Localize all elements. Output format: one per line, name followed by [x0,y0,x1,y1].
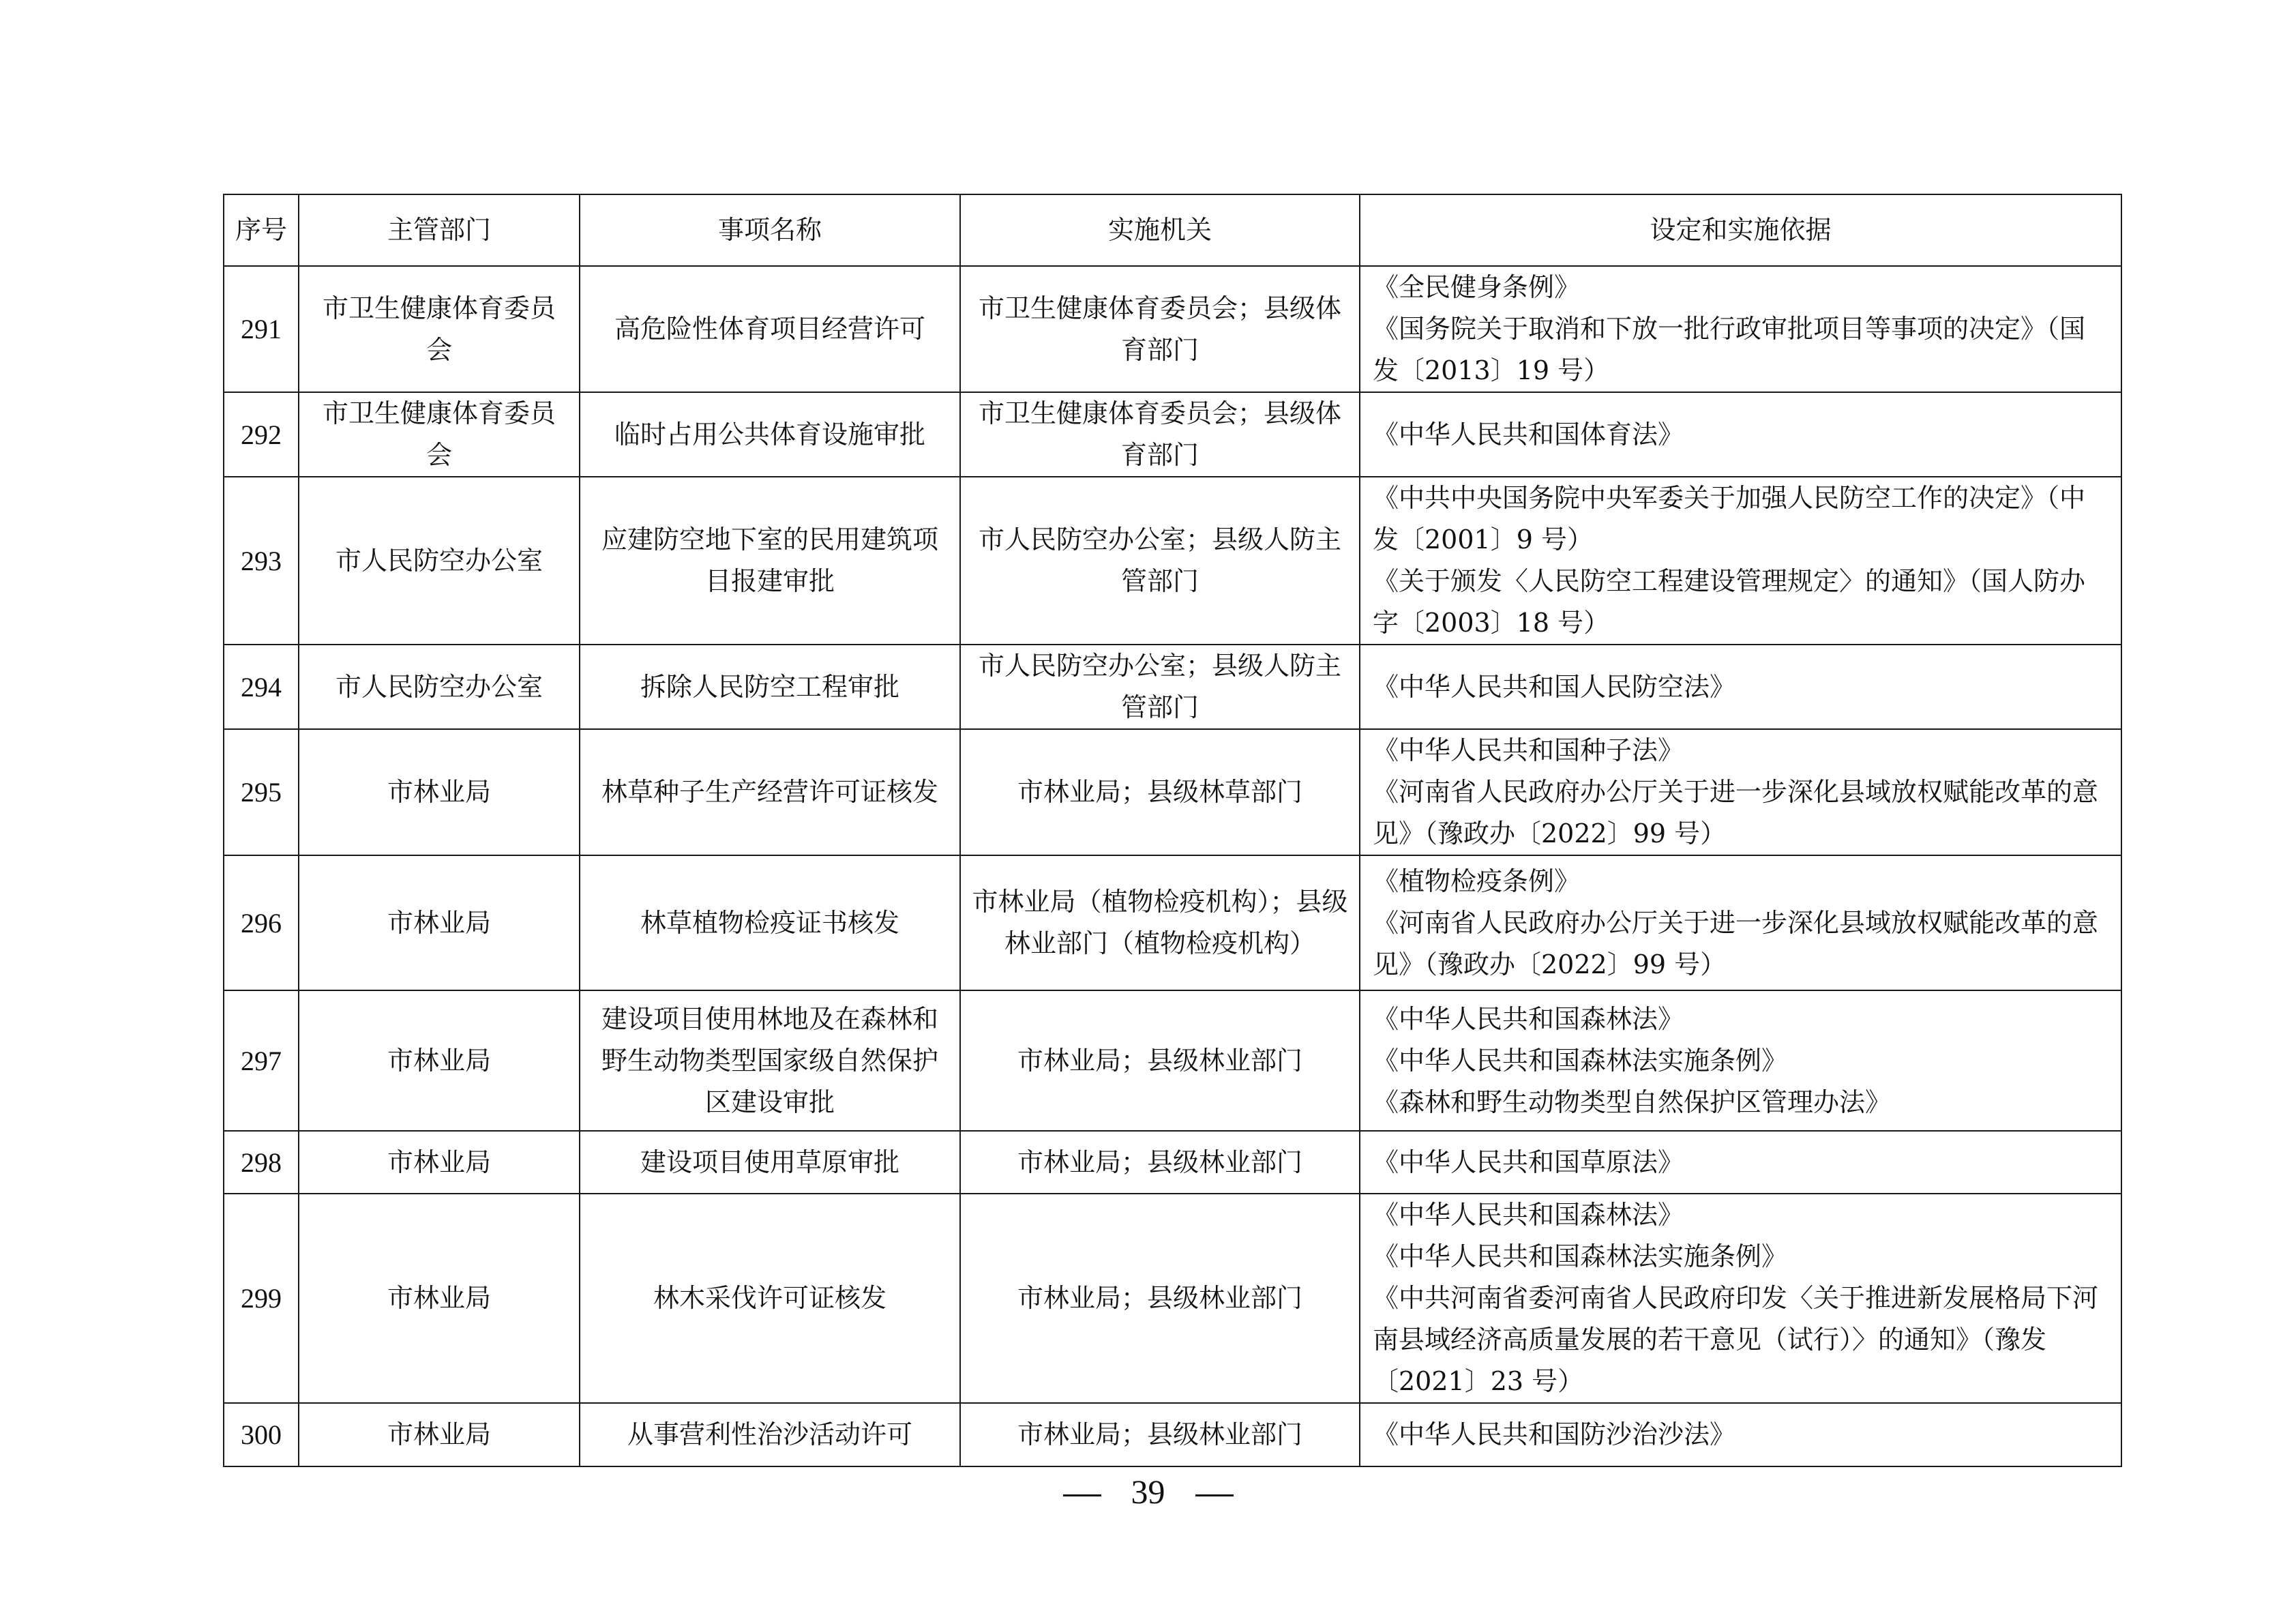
row-item-name: 拆除人民防空工程审批 [580,645,960,729]
row-item-name: 建设项目使用林地及在森林和野生动物类型国家级自然保护区建设审批 [580,990,960,1131]
page-number: 39 [1131,1473,1165,1511]
basis-line: 《森林和野生动物类型自然保护区管理办法》 [1373,1087,1892,1117]
row-serial-number: 295 [224,729,299,855]
row-department: 市人民防空办公室 [299,477,580,645]
row-implementing-agency: 市卫生健康体育委员会；县级体育部门 [960,392,1360,477]
row-item-name: 从事营利性治沙活动许可 [580,1403,960,1466]
basis-line: 《植物检疫条例》 [1373,866,1581,896]
row-department: 市林业局 [299,729,580,855]
row-department: 市卫生健康体育委员会 [299,392,580,477]
row-item-name: 建设项目使用草原审批 [580,1131,960,1194]
basis-line: 《中华人民共和国体育法》 [1373,419,1684,449]
row-item-name: 临时占用公共体育设施审批 [580,392,960,477]
row-item-name: 应建防空地下室的民用建筑项目报建审批 [580,477,960,645]
row-item-name: 林草植物检疫证书核发 [580,855,960,990]
basis-line: 《中华人民共和国森林法》 [1373,1200,1684,1230]
row-serial-number: 294 [224,645,299,729]
basis-line: 《国务院关于取消和下放一批行政审批项目等事项的决定》（国发〔2013〕19 号） [1373,314,2086,385]
row-serial-number: 293 [224,477,299,645]
page-dash-right [1195,1494,1234,1496]
basis-line: 《中华人民共和国草原法》 [1373,1147,1684,1177]
row-legal-basis [1360,392,2121,477]
table-row [224,855,2121,990]
row-department: 市人民防空办公室 [299,645,580,729]
row-item-name: 高危险性体育项目经营许可 [580,266,960,392]
row-legal-basis [1360,645,2121,729]
row-implementing-agency: 市林业局；县级林业部门 [960,990,1360,1131]
header-serial-number: 序号 [224,194,299,266]
header-item-name: 事项名称 [580,194,960,266]
row-implementing-agency: 市人民防空办公室；县级人防主管部门 [960,477,1360,645]
row-legal-basis [1360,266,2121,392]
row-serial-number: 300 [224,1403,299,1466]
row-department: 市林业局 [299,1194,580,1403]
row-implementing-agency: 市林业局；县级林业部门 [960,1403,1360,1466]
row-serial-number: 292 [224,392,299,477]
header-department: 主管部门 [299,194,580,266]
basis-line: 《中共河南省委河南省人民政府印发〈关于推进新发展格局下河南县域经济高质量发展的若干意见（试行）〉的通知》（豫发〔2021〕23 号） [1373,1283,2099,1396]
row-implementing-agency: 市林业局（植物检疫机构）；县级林业部门（植物检疫机构） [960,855,1360,990]
row-serial-number: 297 [224,990,299,1131]
table-row [224,477,2121,645]
row-legal-basis [1360,855,2121,990]
table-row [224,729,2121,855]
row-legal-basis [1360,729,2121,855]
row-item-name: 林草种子生产经营许可证核发 [580,729,960,855]
basis-line: 《中华人民共和国森林法》 [1373,1003,1684,1034]
row-department: 市林业局 [299,990,580,1131]
licensing-items-table [223,194,2122,1467]
table-row [224,645,2121,729]
row-item-name: 林木采伐许可证核发 [580,1194,960,1403]
row-legal-basis [1360,477,2121,645]
row-serial-number: 298 [224,1131,299,1194]
basis-line: 《中华人民共和国种子法》 [1373,735,1684,765]
row-implementing-agency: 市林业局；县级林业部门 [960,1131,1360,1194]
table-row [224,392,2121,477]
table-row [224,1403,2121,1466]
row-implementing-agency: 市卫生健康体育委员会；县级体育部门 [960,266,1360,392]
table-row [224,266,2121,392]
row-department: 市林业局 [299,1131,580,1194]
basis-line: 《中共中央国务院中央军委关于加强人民防空工作的决定》（中发〔2001〕9 号） [1373,483,2086,555]
basis-line: 《河南省人民政府办公厅关于进一步深化县域放权赋能改革的意见》（豫政办〔2022〕99 号） [1373,777,2099,848]
row-implementing-agency: 市人民防空办公室；县级人防主管部门 [960,645,1360,729]
basis-line: 《关于颁发〈人民防空工程建设管理规定〉的通知》（国人防办字〔2003〕18 号） [1373,566,2086,638]
basis-line: 《河南省人民政府办公厅关于进一步深化县域放权赋能改革的意见》（豫政办〔2022〕99 号） [1373,907,2099,979]
row-department: 市林业局 [299,1403,580,1466]
row-legal-basis [1360,1194,2121,1403]
table-row [224,1131,2121,1194]
row-serial-number: 299 [224,1194,299,1403]
basis-line: 《中华人民共和国森林法实施条例》 [1373,1045,1788,1076]
basis-line: 《全民健身条例》 [1373,272,1581,302]
row-department: 市卫生健康体育委员会 [299,266,580,392]
page-footer [0,1468,2296,1516]
row-legal-basis [1360,1131,2121,1194]
row-implementing-agency: 市林业局；县级林业部门 [960,1194,1360,1403]
table-header-row [224,194,2121,266]
row-implementing-agency: 市林业局；县级林草部门 [960,729,1360,855]
header-implementing-agency: 实施机关 [960,194,1360,266]
row-serial-number: 296 [224,855,299,990]
page-dash-left [1063,1494,1101,1496]
row-legal-basis [1360,990,2121,1131]
table-row [224,990,2121,1131]
row-department: 市林业局 [299,855,580,990]
row-serial-number: 291 [224,266,299,392]
table-row [224,1194,2121,1403]
row-legal-basis [1360,1403,2121,1466]
basis-line: 《中华人民共和国人民防空法》 [1373,671,1736,702]
basis-line: 《中华人民共和国森林法实施条例》 [1373,1241,1788,1271]
header-legal-basis: 设定和实施依据 [1360,194,2121,266]
basis-line: 《中华人民共和国防沙治沙法》 [1373,1419,1736,1449]
